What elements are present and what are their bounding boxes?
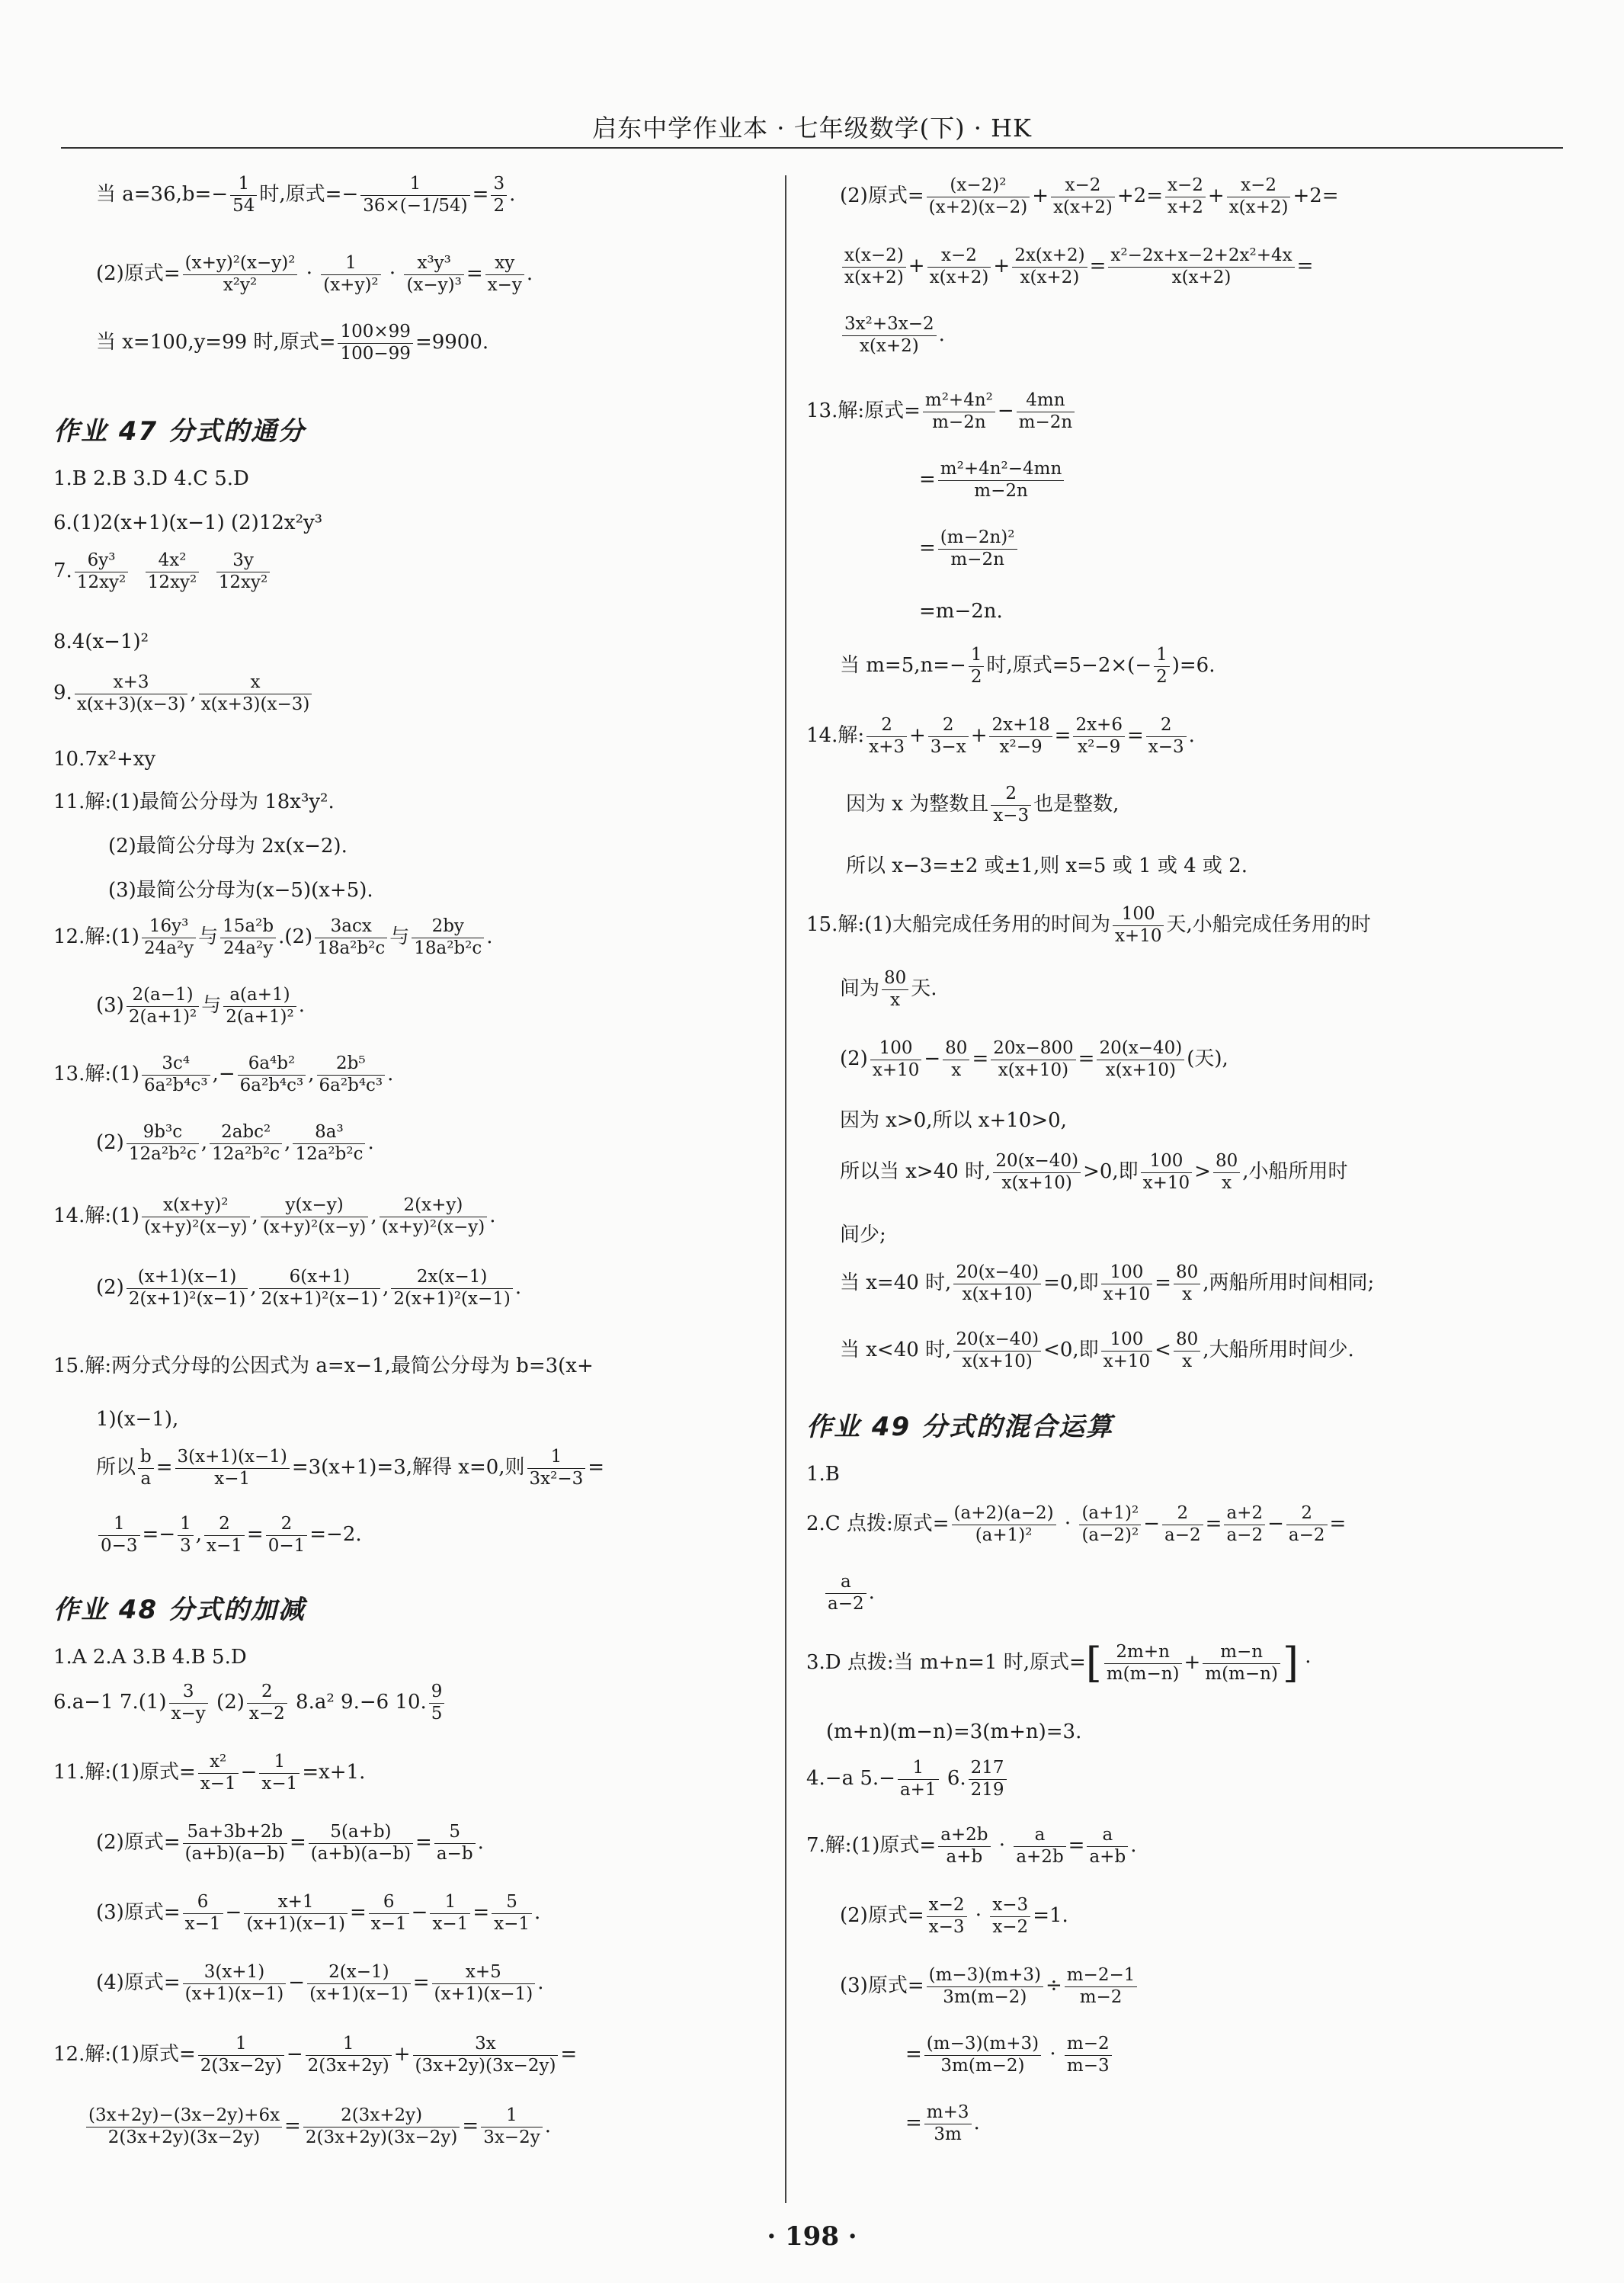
fraction: $\frac{2}{x-3}$ (991, 784, 1031, 826)
fraction: $\frac{\text{3c⁴}}{\text{6a²b⁴c³}}$ (142, 1053, 210, 1096)
answer-line: (3)原式= $\frac{(m-3)(m+3)}{3m(m-2)}$ ÷ $\frac{m-2-1}{m-2}$ (840, 1965, 1139, 2008)
page-header: 启东中学作业本 · 七年级数学(下) · HK (592, 114, 1032, 143)
fraction: $\frac{80}{x}$ (1213, 1151, 1240, 1194)
answer-line: 12.解:(1)原式= $\frac{1}{2(3x-2y)}$ − $\frac{1}{2(3x+2y)}$ + $\frac{3x}{(3x+2y)(3x-2y)}$ = (53, 2034, 578, 2076)
answer-line: (3)最简公分母为(x−5)(x+5). (108, 879, 373, 902)
answer-line: 当 x=40 时, $\frac{20(x-40)}{x(x+10)}$ =0,即 $\frac{100}{x+10}$ = $\frac{80}{x}$ ,两船所用时间相同; (840, 1262, 1375, 1304)
fraction: $\frac{x(x-2)}{x(x+2)}$ (842, 245, 906, 288)
fraction: $\frac{\text{3acx}}{\text{18a²b²c}}$ (315, 916, 387, 959)
answer-line: 所以 x−3=±2 或±1,则 x=5 或 1 或 4 或 2. (846, 855, 1248, 877)
fraction: $\frac{x-2}{x(x+2)}$ (927, 245, 991, 288)
fraction: $\frac{\text{3x²+3x−2}}{x(x+2)}$ (842, 314, 937, 357)
fraction: $\frac{100}{x+10}$ (1101, 1262, 1153, 1305)
fraction: $\frac{m-n}{m(m-n)}$ (1203, 1642, 1280, 1685)
answer-line: 1)(x−1), (96, 1408, 179, 1431)
fraction: $\frac{\text{(a+1)²}}{\text{(a−2)²}}$ (1079, 1503, 1141, 1546)
section-title-49: 作业 49 分式的混合运算 (806, 1412, 1113, 1442)
fraction: $\frac{1}{36\times(-1/54)}$ (360, 174, 469, 216)
fraction: $\frac{\text{2abc²}}{\text{12a²b²c}}$ (210, 1122, 282, 1165)
fraction: $\frac{3}{x-y}$ (169, 1682, 208, 1724)
answer-line: 9. $\frac{x+3}{x(x+3)(x-3)}$ , $\frac{x}{x(x+3)(x-3)}$ (53, 672, 314, 715)
answer-line: (m+n)(m−n)=3(m+n)=3. (826, 1720, 1082, 1743)
fraction: $\frac{2(x-1)}{(x+1)(x-1)}$ (307, 1962, 411, 2005)
answer-line: 3.D 点拨:当 m+n=1 时,原式=[ $\frac{2m+n}{m(m-n)}$ + $\frac{m-n}{m(m-n)}$ ] · (806, 1639, 1312, 1688)
fraction: $\frac{217}{219}$ (969, 1758, 1007, 1800)
answer-line: (2)原式= $\frac{\text{(x+y)²(x−y)²}}{\text{x²y²}}$ · $\frac{1}{\text{(x+y)²}}$ · $\frac{\text{x³y³}}{\text{(x−y)³}}$ = $\frac{xy}{x-y}$ . (96, 253, 533, 295)
answer-line: (2)原式= $\frac{5a+3b+2b}{(a+b)(a-b)}$ = $\frac{5(a+b)}{(a+b)(a-b)}$ = $\frac{5}{a-b}$ . (96, 1822, 484, 1864)
fraction: $\frac{x+3}{x(x+3)(x-3)}$ (75, 672, 188, 715)
answer-line: 当 x<40 时, $\frac{20(x-40)}{x(x+10)}$ <0,即 $\frac{100}{x+10}$ < $\frac{80}{x}$ ,大船所用时间少. (840, 1329, 1354, 1371)
answer-line: 7.解:(1)原式= $\frac{a+2b}{a+b}$ · $\frac{a}{a+2b}$ = $\frac{a}{a+b}$ . (806, 1825, 1137, 1867)
answer-line: 8.4(x−1)² (53, 630, 149, 653)
fraction: $\frac{xy}{x-y}$ (485, 253, 524, 296)
fraction: $\frac{2}{a-2}$ (1162, 1503, 1203, 1546)
answer-line: 14.解:(1) $\frac{\text{x(x+y)²}}{\text{(x+y)²(x−y)}}$ , $\frac{y(x-y)}{\text{(x+y)²(x−y)}}$ , $\frac{2(x+y)}{\text{(x+y)²(x−y)}}$ . (53, 1195, 496, 1237)
fraction: $\frac{3(x+1)}{(x+1)(x-1)}$ (183, 1962, 287, 2005)
fraction: $\frac{5a+3b+2b}{(a+b)(a-b)}$ (183, 1822, 287, 1865)
fraction: $\frac{\text{m²+4n²−4mn}}{m-2n}$ (938, 459, 1065, 502)
fraction: $\frac{100}{x+10}$ (1101, 1329, 1153, 1372)
header-rule (61, 147, 1563, 149)
answer-line: 7. $\frac{\text{6y³}}{\text{12xy²}}$ $\frac{\text{4x²}}{\text{12xy²}}$ $\frac{3y}{\text{12xy²}}$ (53, 550, 272, 593)
answer-line: 4.−a 5.− $\frac{1}{a+1}$ 6. $\frac{217}{219}$ (806, 1758, 1009, 1800)
answer-line: 1.B (806, 1463, 840, 1486)
fraction: $\frac{20(x-40)}{x(x+10)}$ (953, 1329, 1041, 1372)
fraction: $\frac{\text{9b³c}}{\text{12a²b²c}}$ (127, 1122, 199, 1165)
fraction: $\frac{100}{x+10}$ (870, 1038, 922, 1081)
fraction: $\frac{(m-3)(m+3)}{3m(m-2)}$ (927, 1965, 1043, 2008)
fraction: $\frac{\text{6a⁴b²}}{\text{6a²b⁴c³}}$ (238, 1053, 306, 1096)
answer-line: 15.解:(1)大船完成任务用的时间为 $\frac{100}{x+10}$ 天,小船完成任务用的时 (806, 904, 1371, 946)
fraction: $\frac{(m-3)(m+3)}{3m(m-2)}$ (924, 2034, 1041, 2076)
answer-line: 1.A 2.A 3.B 4.B 5.D (53, 1646, 247, 1669)
section-title-48: 作业 48 分式的加减 (53, 1595, 306, 1625)
fraction: $\frac{2x+6}{\text{x²−9}}$ (1073, 715, 1125, 758)
fraction: $\frac{2}{0-1}$ (266, 1514, 308, 1557)
fraction: $\frac{2}{a-2}$ (1286, 1503, 1328, 1546)
answer-line: (2)最简公分母为 2x(x−2). (108, 835, 348, 858)
answer-line: 因为 x>0,所以 x+10>0, (840, 1109, 1067, 1132)
fraction: $\frac{a}{a+b}$ (1087, 1825, 1128, 1868)
fraction: $\frac{a(a+1)}{\text{2(a+1)²}}$ (223, 985, 296, 1028)
fraction: $\frac{1}{x-1}$ (430, 1892, 470, 1935)
fraction: $\frac{80}{x}$ (1174, 1262, 1200, 1305)
fraction: $\frac{1}{3}$ (178, 1514, 194, 1557)
fraction: $\frac{(x+1)(x-1)}{\text{2(x+1)²(x−1)}}$ (127, 1267, 248, 1310)
answer-line: 当 x=100,y=99 时,原式= $\frac{100\times 99}{100-99}$ =9900. (96, 322, 489, 364)
fraction: $\frac{3}{2}$ (491, 174, 507, 216)
fraction: $\frac{x+1}{(x+1)(x-1)}$ (244, 1892, 348, 1935)
fraction: $\frac{\text{16y³}}{\text{24a²y}}$ (142, 916, 196, 959)
answer-line: $\frac{x(x-2)}{x(x+2)}$ + $\frac{x-2}{x(x+2)}$ + $\frac{2x(x+2)}{x(x+2)}$ = $\frac{\text{x²−2x+x−2+2x²+4x}}{x(x+2)}$ = (840, 245, 1313, 288)
answer-line: 11.解:(1)原式= $\frac{\text{x²}}{x-1}$ − $\frac{1}{x-1}$ =x+1. (53, 1752, 366, 1794)
fraction: $\frac{x-2}{x(x+2)}$ (1051, 175, 1115, 218)
fraction: $\frac{2}{3-x}$ (928, 715, 969, 758)
fraction: $\frac{5(a+b)}{(a+b)(a-b)}$ (309, 1822, 413, 1865)
answer-line: $\frac{(3x+2y)-(3x-2y)+6x}{2(3x+2y)(3x-2y)}$ = $\frac{2(3x+2y)}{2(3x+2y)(3x-2y)}$ = $\frac{1}{3x-2y}$ . (84, 2105, 551, 2148)
answer-line: = $\frac{\text{(m−2n)²}}{m-2n}$ (919, 527, 1020, 570)
fraction: $\frac{1}{2(3x+2y)}$ (306, 2034, 392, 2076)
fraction: $\frac{80}{x}$ (882, 968, 908, 1011)
fraction: $\frac{b}{a}$ (138, 1447, 154, 1489)
fraction: $\frac{2m+n}{m(m-n)}$ (1104, 1642, 1182, 1685)
fraction: $\frac{\text{x(x+y)²}}{\text{(x+y)²(x−y)}}$ (142, 1195, 250, 1238)
fraction: $\frac{1}{a+1}$ (898, 1758, 939, 1800)
fraction: $\frac{x-2}{x(x+2)}$ (1227, 175, 1291, 218)
fraction: $\frac{80}{x}$ (943, 1038, 969, 1081)
fraction: $\frac{1}{54}$ (230, 174, 257, 216)
answer-line: 因为 x 为整数且 $\frac{2}{x-3}$ 也是整数, (846, 784, 1120, 826)
answer-line: = $\frac{m+3}{3m}$ . (905, 2102, 980, 2144)
fraction: $\frac{100}{x+10}$ (1141, 1151, 1193, 1194)
fraction: $\frac{20x-800}{x(x+10)}$ (991, 1038, 1075, 1081)
answer-line: 13.解:原式= $\frac{\text{m²+4n²}}{m-2n}$ − $\frac{4mn}{m-2n}$ (806, 390, 1077, 433)
fraction: $\frac{\text{4x²}}{\text{12xy²}}$ (146, 550, 199, 593)
fraction: $\frac{x-3}{x-2}$ (990, 1895, 1030, 1938)
fraction: $\frac{\text{(m−2n)²}}{m-2n}$ (938, 527, 1017, 570)
answer-line: (2) $\frac{\text{9b³c}}{\text{12a²b²c}}$ , $\frac{\text{2abc²}}{\text{12a²b²c}}$ , $\frac{\text{8a³}}{\text{12a²b²c}}$ . (96, 1122, 374, 1164)
answer-line: 6.(1)2(x+1)(x−1) (2)12x²y³ (53, 511, 323, 534)
fraction: $\frac{\text{6y³}}{\text{12xy²}}$ (75, 550, 128, 593)
fraction: $\frac{a}{a-2}$ (825, 1572, 866, 1614)
answer-line: 当 m=5,n=− $\frac{1}{2}$ 时,原式=5−2×(− $\frac{1}{2}$ )=6. (840, 645, 1216, 687)
fraction: $\frac{1}{2}$ (969, 645, 985, 688)
fraction: $\frac{4mn}{m-2n}$ (1017, 390, 1075, 433)
answer-line: (2)原式= $\frac{x-2}{x-3}$ · $\frac{x-3}{x-2}$ =1. (840, 1895, 1068, 1937)
fraction: $\frac{100}{x+10}$ (1113, 904, 1164, 947)
fraction: $\frac{1}{\text{3x²−3}}$ (527, 1447, 586, 1489)
answer-line: 间少; (840, 1223, 886, 1246)
column-divider (785, 175, 786, 2203)
fraction: $\frac{m-2}{m-3}$ (1065, 2034, 1112, 2076)
answer-line: (3)原式= $\frac{6}{x-1}$ − $\frac{x+1}{(x+1)(x-1)}$ = $\frac{6}{x-1}$ − $\frac{1}{x-1}$ = $\frac{5}{x-1}$ . (96, 1892, 541, 1934)
fraction: $\frac{5}{x-1}$ (492, 1892, 532, 1935)
fraction: $\frac{6}{x-1}$ (183, 1892, 223, 1935)
fraction: $\frac{2}{x-1}$ (204, 1514, 245, 1557)
fraction: $\frac{m+3}{3m}$ (924, 2102, 972, 2145)
fraction: $\frac{a+2b}{a+b}$ (938, 1825, 990, 1868)
fraction: $\frac{\text{(x+y)²(x−y)²}}{\text{x²y²}}$ (183, 253, 298, 296)
fraction: $\frac{2by}{\text{18a²b²c}}$ (412, 916, 484, 959)
fraction: $\frac{2}{x+3}$ (866, 715, 907, 758)
fraction: $\frac{9}{5}$ (429, 1682, 445, 1724)
answer-line: $\frac{a}{a-2}$ . (823, 1572, 875, 1614)
fraction: $\frac{2(a-1)}{\text{2(a+1)²}}$ (127, 985, 199, 1028)
fraction: $\frac{\text{m²+4n²}}{m-2n}$ (923, 390, 995, 433)
fraction: $\frac{2x(x-1)}{\text{2(x+1)²(x−1)}}$ (391, 1267, 513, 1310)
fraction: $\frac{20(x-40)}{x(x+10)}$ (1097, 1038, 1184, 1081)
fraction: $\frac{\text{x²−2x+x−2+2x²+4x}}{x(x+2)}$ (1108, 245, 1294, 288)
answer-line: 所以 $\frac{b}{a}$ = $\frac{3(x+1)(x-1)}{x-1}$ =3(x+1)=3,解得 x=0,则 $\frac{1}{\text{3x²−3}}$ = (96, 1447, 605, 1489)
fraction: $\frac{2}{x-2}$ (247, 1682, 287, 1724)
answer-line: 11.解:(1)最简公分母为 18x³y². (53, 790, 335, 813)
answer-line: 2.C 点拨:原式= $\frac{(a+2)(a-2)}{\text{(a+1)²}}$ · $\frac{\text{(a+1)²}}{\text{(a−2)²}}$ − $\frac{2}{a-2}$ = $\frac{a+2}{a-2}$ − $\frac{2}{a-2}$ = (806, 1503, 1347, 1545)
fraction: $\frac{\text{x²}}{x-1}$ (198, 1752, 239, 1794)
answer-line: (4)原式= $\frac{3(x+1)}{(x+1)(x-1)}$ − $\frac{2(x-1)}{(x+1)(x-1)}$ = $\frac{x+5}{(x+1)(x-1)}$ . (96, 1962, 544, 2004)
fraction: $\frac{2}{x-3}$ (1146, 715, 1187, 758)
answer-line: (3) $\frac{2(a-1)}{\text{2(a+1)²}}$ 与 $\frac{a(a+1)}{\text{2(a+1)²}}$ . (96, 985, 305, 1027)
answer-line: 所以当 x>40 时, $\frac{20(x-40)}{x(x+10)}$ >0,即 $\frac{100}{x+10}$ > $\frac{80}{x}$ ,小船所用时 (840, 1151, 1348, 1193)
page-number: · 198 · (767, 2221, 857, 2252)
answer-line: 10.7x²+xy (53, 748, 156, 771)
fraction: $\frac{1}{x-1}$ (259, 1752, 299, 1794)
answer-line: 13.解:(1) $\frac{\text{3c⁴}}{\text{6a²b⁴c³}}$ ,− $\frac{\text{6a⁴b²}}{\text{6a²b⁴c³}}$ , $\frac{\text{2b⁵}}{\text{6a²b⁴c³}}$ . (53, 1053, 394, 1095)
fraction: $\frac{a}{a+2b}$ (1014, 1825, 1065, 1868)
answer-line: = $\frac{(m-3)(m+3)}{3m(m-2)}$ · $\frac{m-2}{m-3}$ (905, 2034, 1114, 2076)
fraction: $\frac{\text{2b⁵}}{\text{6a²b⁴c³}}$ (317, 1053, 386, 1096)
answer-line: = $\frac{\text{m²+4n²−4mn}}{m-2n}$ (919, 459, 1066, 502)
fraction: $\frac{(a+2)(a-2)}{\text{(a+1)²}}$ (952, 1503, 1056, 1546)
answer-line: 15.解:两分式分母的公因式为 a=x−1,最简公分母为 b=3(x+ (53, 1355, 594, 1377)
fraction: $\frac{\text{8a³}}{\text{12a²b²c}}$ (293, 1122, 365, 1165)
fraction: $\frac{20(x-40)}{x(x+10)}$ (993, 1151, 1081, 1194)
section-title-47: 作业 47 分式的通分 (53, 416, 306, 447)
fraction: $\frac{6(x+1)}{\text{2(x+1)²(x−1)}}$ (259, 1267, 381, 1310)
fraction: $\frac{6}{x-1}$ (369, 1892, 409, 1935)
answer-line: (2) $\frac{100}{x+10}$ − $\frac{80}{x}$ = $\frac{20x-800}{x(x+10)}$ = $\frac{20(x-40)}{x(x+10)}$ (天), (840, 1038, 1228, 1080)
fraction: $\frac{a+2}{a-2}$ (1224, 1503, 1265, 1546)
answer-line: 1.B 2.B 3.D 4.C 5.D (53, 467, 249, 490)
fraction: $\frac{\text{x³y³}}{\text{(x−y)³}}$ (404, 253, 463, 296)
answer-line: $\frac{\text{3x²+3x−2}}{x(x+2)}$ . (840, 314, 945, 357)
fraction: $\frac{x-2}{x-3}$ (927, 1895, 967, 1938)
fraction: $\frac{1}{2(3x-2y)}$ (198, 2034, 284, 2076)
answer-line: 当 a=36,b=− $\frac{1}{54}$ 时,原式=− $\frac{1}{36\times(-1/54)}$ = $\frac{3}{2}$ . (96, 174, 516, 216)
fraction: $\frac{\text{(x−2)²}}{(x+2)(x-2)}$ (927, 175, 1030, 218)
answer-line: =m−2n. (919, 600, 1003, 623)
fraction: $\frac{5}{a-b}$ (434, 1822, 476, 1865)
fraction: $\frac{3y}{\text{12xy²}}$ (216, 550, 270, 593)
fraction: $\frac{3(x+1)(x-1)}{x-1}$ (175, 1447, 290, 1489)
fraction: $\frac{\text{15a²b}}{\text{24a²y}}$ (220, 916, 276, 959)
answer-line: 12.解:(1) $\frac{\text{16y³}}{\text{24a²y}}$ 与 $\frac{\text{15a²b}}{\text{24a²y}}$ .(2) $\frac{\text{3acx}}{\text{18a²b²c}}$ 与 $\frac{2by}{\text{18a²b²c}}$ . (53, 916, 493, 958)
fraction: $\frac{2x(x+2)}{x(x+2)}$ (1012, 245, 1087, 288)
fraction: $\frac{1}{\text{(x+y)²}}$ (321, 253, 380, 296)
answer-line: (2)原式= $\frac{\text{(x−2)²}}{(x+2)(x-2)}$ + $\frac{x-2}{x(x+2)}$ +2= $\frac{x-2}{x+2}$ + $\frac{x-2}{x(x+2)}$ +2= (840, 175, 1339, 217)
fraction: $\frac{(3x+2y)-(3x-2y)+6x}{2(3x+2y)(3x-2y)}$ (86, 2105, 282, 2148)
fraction: $\frac{y(x-y)}{\text{(x+y)²(x−y)}}$ (261, 1195, 369, 1238)
fraction: $\frac{100\times 99}{100-99}$ (338, 322, 412, 364)
answer-line: 6.a−1 7.(1) $\frac{3}{x-y}$ (2) $\frac{2}{x-2}$ 8.a² 9.−6 10. $\frac{9}{5}$ (53, 1682, 447, 1724)
fraction: $\frac{80}{x}$ (1174, 1329, 1200, 1372)
fraction: $\frac{m-2-1}{m-2}$ (1065, 1965, 1138, 2008)
fraction: $\frac{1}{2}$ (1154, 645, 1170, 688)
answer-line: 间为 $\frac{80}{x}$ 天. (840, 968, 937, 1010)
fraction: $\frac{1}{0-3}$ (98, 1514, 140, 1557)
fraction: $\frac{20(x-40)}{x(x+10)}$ (953, 1262, 1041, 1305)
fraction: $\frac{x+5}{(x+1)(x-1)}$ (432, 1962, 536, 2005)
fraction: $\frac{2(x+y)}{\text{(x+y)²(x−y)}}$ (380, 1195, 488, 1238)
answer-line: $\frac{1}{0-3}$ =− $\frac{1}{3}$ , $\frac{2}{x-1}$ = $\frac{2}{0-1}$ =−2. (96, 1514, 362, 1557)
fraction: $\frac{1}{3x-2y}$ (481, 2105, 543, 2148)
fraction: $\frac{2(3x+2y)}{2(3x+2y)(3x-2y)}$ (303, 2105, 460, 2148)
fraction: $\frac{3x}{(3x+2y)(3x-2y)}$ (413, 2034, 559, 2076)
fraction: $\frac{2x+18}{\text{x²−9}}$ (989, 715, 1052, 758)
fraction: $\frac{x-2}{x+2}$ (1165, 175, 1206, 218)
answer-line: 14.解: $\frac{2}{x+3}$ + $\frac{2}{3-x}$ + $\frac{2x+18}{\text{x²−9}}$ = $\frac{2x+6}{\text{x²−9}}$ = $\frac{2}{x-3}$ . (806, 715, 1195, 757)
answer-line: (2) $\frac{(x+1)(x-1)}{\text{2(x+1)²(x−1)}}$ , $\frac{6(x+1)}{\text{2(x+1)²(x−1)}}$ , $\frac{2x(x-1)}{\text{2(x+1)²(x−1)}}$ . (96, 1267, 522, 1309)
fraction: $\frac{x}{x(x+3)(x-3)}$ (199, 672, 312, 715)
